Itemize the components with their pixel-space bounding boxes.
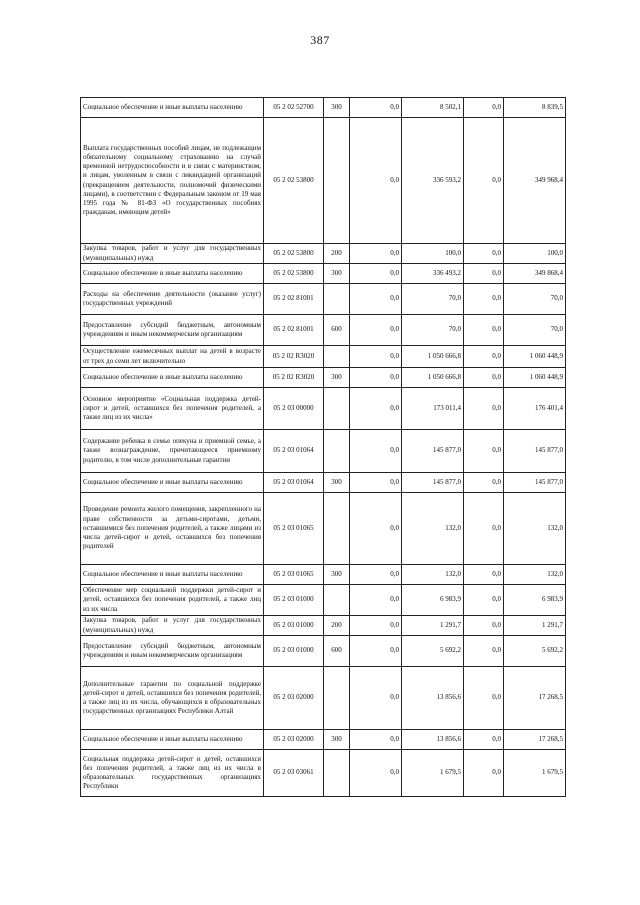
table-row	[81, 388, 566, 430]
table-row	[81, 585, 566, 616]
row-value-cell: 0,0	[350, 346, 402, 368]
row-code-cell: 05 2 02 53800	[264, 264, 324, 284]
row-value-cell: 0,0	[464, 430, 504, 473]
row-code-cell: 05 2 03 02000	[264, 667, 324, 730]
row-vr-cell	[324, 667, 350, 730]
row-name-cell: Закупка товаров, работ и услуг для государственных (муниципальных) нужд	[81, 616, 264, 636]
table-row	[81, 98, 566, 118]
table-row	[81, 430, 566, 473]
row-value-cell: 0,0	[350, 118, 402, 244]
table-row	[81, 667, 566, 730]
row-vr-cell: 600	[324, 315, 350, 346]
row-value-cell: 0,0	[350, 636, 402, 667]
row-vr-cell: 600	[324, 636, 350, 667]
table-row	[81, 346, 566, 368]
row-vr-cell: 200	[324, 244, 350, 264]
row-value-cell: 0,0	[464, 565, 504, 585]
row-value-cell: 5 692,2	[504, 636, 566, 667]
row-value-cell: 0,0	[350, 750, 402, 797]
row-name-cell: Социальное обеспечение и иные выплаты населению	[81, 473, 264, 493]
budget-table	[80, 97, 566, 797]
row-code-cell: 05 2 02 81001	[264, 284, 324, 315]
row-name-cell: Расходы на обеспечение деятельности (оказание услуг) государственных учреждений	[81, 284, 264, 315]
row-vr-cell	[324, 430, 350, 473]
table-row	[81, 244, 566, 264]
row-value-cell: 0,0	[464, 284, 504, 315]
row-value-cell: 70,0	[402, 284, 464, 315]
row-name-cell: Предоставление субсидий бюджетным, автономным учреждениям и иным некоммерческим организациям	[81, 636, 264, 667]
budget-table-body	[81, 98, 566, 797]
row-value-cell: 0,0	[350, 430, 402, 473]
row-name-cell: Социальное обеспечение и иные выплаты населению	[81, 730, 264, 750]
row-code-cell: 05 2 03 01065	[264, 493, 324, 565]
row-value-cell: 13 856,6	[402, 730, 464, 750]
row-vr-cell: 300	[324, 730, 350, 750]
row-value-cell: 0,0	[350, 315, 402, 346]
row-value-cell: 1 291,7	[402, 616, 464, 636]
row-code-cell: 05 2 02 53800	[264, 118, 324, 244]
row-name-cell: Основное мероприятие «Социальная поддержка детей-сирот и детей, оставшихся без попечения родителей, а также лиц из их числа»	[81, 388, 264, 430]
row-value-cell: 13 856,6	[402, 667, 464, 730]
row-code-cell: 05 2 03 02000	[264, 730, 324, 750]
table-row	[81, 493, 566, 565]
row-value-cell: 0,0	[464, 368, 504, 388]
row-value-cell: 132,0	[504, 565, 566, 585]
row-name-cell: Социальное обеспечение и иные выплаты населению	[81, 368, 264, 388]
row-code-cell: 05 2 03 01064	[264, 473, 324, 493]
table-row	[81, 616, 566, 636]
row-value-cell: 0,0	[464, 616, 504, 636]
row-value-cell: 1 060 448,9	[504, 346, 566, 368]
row-value-cell: 132,0	[402, 493, 464, 565]
row-value-cell: 0,0	[350, 368, 402, 388]
row-vr-cell	[324, 585, 350, 616]
row-value-cell: 1 050 666,8	[402, 368, 464, 388]
row-value-cell: 8 502,1	[402, 98, 464, 118]
row-value-cell: 0,0	[464, 244, 504, 264]
row-value-cell: 1 050 666,8	[402, 346, 464, 368]
row-value-cell: 8 839,5	[504, 98, 566, 118]
table-row	[81, 730, 566, 750]
row-value-cell: 0,0	[464, 346, 504, 368]
row-value-cell: 0,0	[350, 493, 402, 565]
row-value-cell: 132,0	[402, 565, 464, 585]
table-row	[81, 118, 566, 244]
row-name-cell: Дополнительные гарантии по социальной поддержке детей-сирот и детей, оставшихся без попечения родителей, а также лиц из их числа, обучающихся в образовательных государственных организациях Республики Алтай	[81, 667, 264, 730]
row-value-cell: 70,0	[504, 284, 566, 315]
table-row	[81, 565, 566, 585]
row-name-cell: Предоставление субсидий бюджетным, автономным учреждениям и иным некоммерческим организациям	[81, 315, 264, 346]
row-name-cell: Содержание ребенка в семье опекуна и приемной семье, а также вознаграждение, причитающееся приемному родителю, в том числе дополнительные гарантии	[81, 430, 264, 473]
row-value-cell: 0,0	[464, 493, 504, 565]
row-value-cell: 145 877,0	[504, 473, 566, 493]
row-code-cell: 05 2 03 03061	[264, 750, 324, 797]
row-value-cell: 336 593,2	[402, 118, 464, 244]
row-name-cell: Обеспечение мер социальной поддержки детей-сирот и детей, оставшихся без попечения родителей, а также лиц из их числа	[81, 585, 264, 616]
row-name-cell: Социальная поддержка детей-сирот и детей, оставшихся без попечения родителей, а также лиц из их числа в образовательных государственных организациях Республики	[81, 750, 264, 797]
row-value-cell: 336 493,2	[402, 264, 464, 284]
row-value-cell: 145 877,0	[504, 430, 566, 473]
row-value-cell: 17 268,5	[504, 730, 566, 750]
row-value-cell: 132,0	[504, 493, 566, 565]
row-value-cell: 176 401,4	[504, 388, 566, 430]
row-value-cell: 0,0	[350, 565, 402, 585]
row-name-cell: Проведение ремонта жилого помещения, закрепленного на праве собственности за детьми-сиротами, детьми, оставшимися без попечения родителей, а также лицами из числа детей-сирот и детей, оставшихся без попечения родителей	[81, 493, 264, 565]
row-value-cell: 100,0	[504, 244, 566, 264]
row-value-cell: 0,0	[350, 284, 402, 315]
row-value-cell: 70,0	[504, 315, 566, 346]
row-value-cell: 0,0	[464, 388, 504, 430]
row-value-cell: 349 868,4	[504, 264, 566, 284]
row-value-cell: 0,0	[350, 244, 402, 264]
row-vr-cell: 200	[324, 616, 350, 636]
row-value-cell: 0,0	[464, 667, 504, 730]
row-vr-cell: 300	[324, 473, 350, 493]
row-name-cell: Осуществление ежемесячных выплат на детей в возрасте от трех до семи лет включительно	[81, 346, 264, 368]
table-row	[81, 636, 566, 667]
row-value-cell: 349 968,4	[504, 118, 566, 244]
row-value-cell: 1 291,7	[504, 616, 566, 636]
row-vr-cell: 300	[324, 565, 350, 585]
row-vr-cell	[324, 493, 350, 565]
row-value-cell: 70,0	[402, 315, 464, 346]
table-row	[81, 264, 566, 284]
row-code-cell: 05 2 03 01065	[264, 565, 324, 585]
row-code-cell: 05 2 02 81001	[264, 315, 324, 346]
row-vr-cell	[324, 388, 350, 430]
row-value-cell: 1 679,5	[402, 750, 464, 797]
row-value-cell: 0,0	[350, 585, 402, 616]
row-value-cell: 0,0	[464, 264, 504, 284]
row-value-cell: 0,0	[464, 315, 504, 346]
row-value-cell: 0,0	[350, 473, 402, 493]
table-row	[81, 750, 566, 797]
row-name-cell: Социальное обеспечение и иные выплаты населению	[81, 98, 264, 118]
row-value-cell: 0,0	[464, 636, 504, 667]
row-value-cell: 0,0	[464, 473, 504, 493]
row-value-cell: 0,0	[350, 616, 402, 636]
row-value-cell: 0,0	[464, 750, 504, 797]
row-code-cell: 05 2 02 R3020	[264, 346, 324, 368]
row-value-cell: 17 268,5	[504, 667, 566, 730]
row-vr-cell	[324, 118, 350, 244]
row-vr-cell: 300	[324, 264, 350, 284]
row-value-cell: 145 877,0	[402, 430, 464, 473]
row-vr-cell: 300	[324, 368, 350, 388]
row-value-cell: 100,0	[402, 244, 464, 264]
row-value-cell: 0,0	[464, 98, 504, 118]
row-code-cell: 05 2 03 01000	[264, 585, 324, 616]
table-row	[81, 315, 566, 346]
row-value-cell: 0,0	[350, 98, 402, 118]
row-value-cell: 145 877,0	[402, 473, 464, 493]
row-value-cell: 0,0	[350, 730, 402, 750]
row-value-cell: 0,0	[464, 730, 504, 750]
row-value-cell: 5 692,2	[402, 636, 464, 667]
row-vr-cell	[324, 750, 350, 797]
row-value-cell: 6 983,9	[504, 585, 566, 616]
row-code-cell: 05 2 03 01000	[264, 616, 324, 636]
table-row	[81, 284, 566, 315]
row-value-cell: 173 011,4	[402, 388, 464, 430]
row-value-cell: 0,0	[464, 585, 504, 616]
row-value-cell: 6 983,9	[402, 585, 464, 616]
row-code-cell: 05 2 02 R3020	[264, 368, 324, 388]
row-value-cell: 1 060 448,9	[504, 368, 566, 388]
row-vr-cell: 300	[324, 98, 350, 118]
row-name-cell: Социальное обеспечение и иные выплаты населению	[81, 565, 264, 585]
row-value-cell: 0,0	[350, 667, 402, 730]
table-row	[81, 473, 566, 493]
row-name-cell: Закупка товаров, работ и услуг для государственных (муниципальных) нужд	[81, 244, 264, 264]
row-vr-cell	[324, 346, 350, 368]
row-code-cell: 05 2 02 53800	[264, 244, 324, 264]
row-value-cell: 0,0	[464, 118, 504, 244]
row-code-cell: 05 2 03 01064	[264, 430, 324, 473]
row-name-cell: Социальное обеспечение и иные выплаты населению	[81, 264, 264, 284]
row-code-cell: 05 2 03 01000	[264, 636, 324, 667]
row-vr-cell	[324, 284, 350, 315]
row-value-cell: 1 679,5	[504, 750, 566, 797]
row-value-cell: 0,0	[350, 264, 402, 284]
row-code-cell: 05 2 03 00000	[264, 388, 324, 430]
row-code-cell: 05 2 02 52700	[264, 98, 324, 118]
table-row	[81, 368, 566, 388]
row-value-cell: 0,0	[350, 388, 402, 430]
row-name-cell: Выплата государственных пособий лицам, не подлежащим обязательному социальному страхованию на случай временной нетрудоспособности и в связи с материнством, и лицам, уволенным в связи с ликвидацией организаций (прекращением деятельности, полномочий физическими лицами), в соответствии с Федеральным законом от 19 мая 1995 года № 81-ФЗ «О государственных пособиях гражданам, имеющим детей»	[81, 118, 264, 244]
page-number: 387	[310, 33, 330, 47]
